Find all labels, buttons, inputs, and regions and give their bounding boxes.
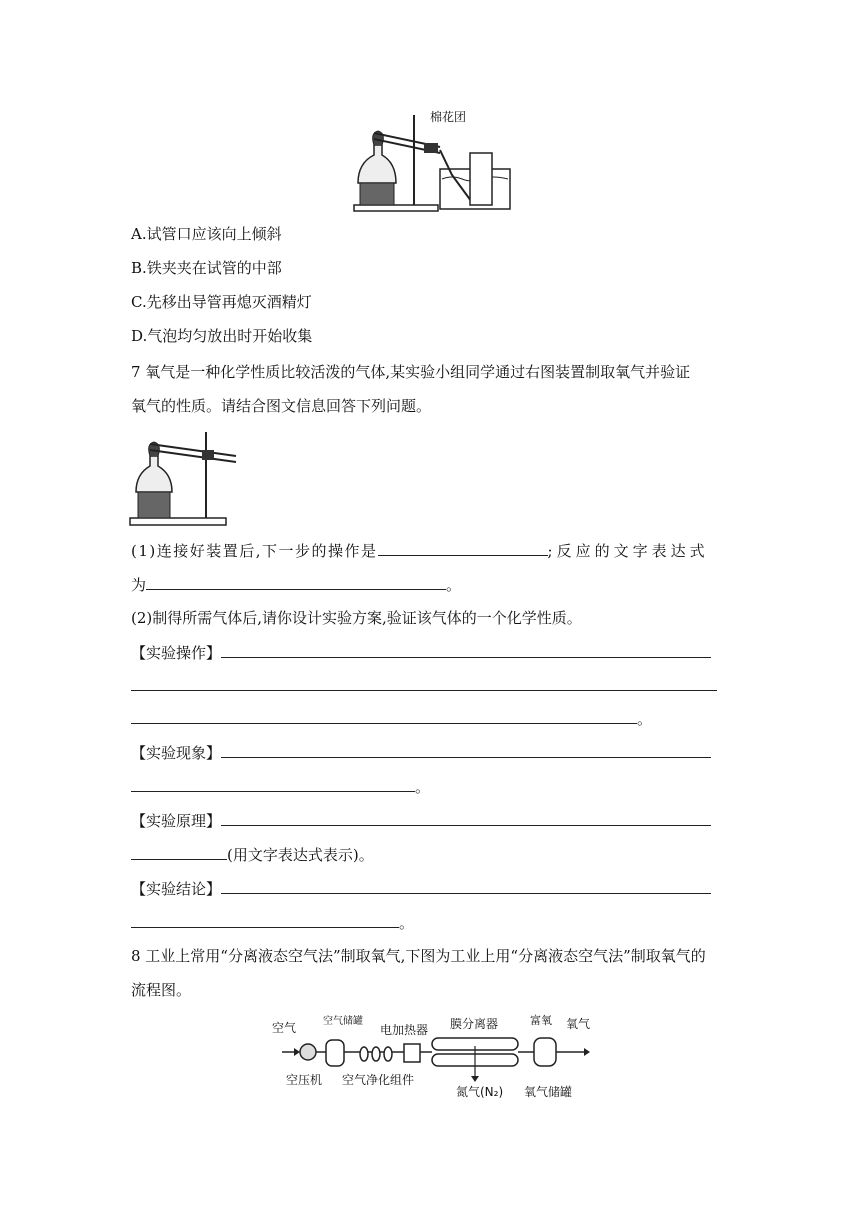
- q7-stem-line1: 7 氧气是一种化学性质比较活泼的气体,某实验小组同学通过右图装置制取氧气并验证: [131, 363, 691, 381]
- compressor-label: 空压机: [286, 1073, 323, 1087]
- q7-part2-text: (2)制得所需气体后,请你设计实验方案,验证该气体的一个化学性质。: [131, 609, 582, 627]
- experiment-operation-label: 【实验操作】: [131, 644, 222, 662]
- oxygen-apparatus-figure-1: [352, 105, 512, 213]
- experiment-conclusion-label: 【实验结论】: [131, 880, 222, 898]
- q7-part1-line: [131, 540, 709, 561]
- q7-part1-text: (1)连接好装置后,下一步的操作是: [131, 542, 378, 560]
- q7-part1-blank-1[interactable]: [378, 540, 548, 556]
- oxygen-tank-icon: [534, 1038, 556, 1066]
- experiment-phenomenon-blank-1[interactable]: [221, 742, 711, 758]
- compressor-icon: [300, 1044, 316, 1060]
- experiment-principle-line: [131, 810, 711, 831]
- heater-label: 电加热器: [380, 1023, 429, 1037]
- option-b: B.铁夹夹在试管的中部: [131, 259, 282, 277]
- experiment-conclusion-line: [131, 878, 711, 899]
- experiment-phenomenon-line: [131, 742, 711, 763]
- experiment-phenomenon-line2: [131, 776, 430, 797]
- option-c: C.先移出导管再熄灭酒精灯: [131, 293, 312, 311]
- experiment-conclusion-line2: [131, 912, 414, 933]
- experiment-phenomenon-blank-2[interactable]: [131, 776, 415, 792]
- experiment-principle-suffix: (用文字表达式表示)。: [227, 846, 374, 864]
- q7-part1-wei: 为: [131, 576, 147, 594]
- rich-oxygen-label: 富氧: [530, 1014, 552, 1027]
- experiment-operation-blank-1[interactable]: [221, 642, 711, 658]
- q8-stem-line2: 流程图。: [131, 981, 192, 999]
- experiment-conclusion-blank-1[interactable]: [221, 878, 711, 894]
- oxygen-apparatus-figure-2: [128, 428, 240, 528]
- experiment-operation-blank-2[interactable]: [131, 690, 717, 691]
- experiment-principle-label: 【实验原理】: [131, 812, 222, 830]
- experiment-operation-line: [131, 642, 711, 663]
- nitrogen-label: 氮气(N₂): [456, 1085, 504, 1099]
- q7-part1-blank-2[interactable]: [146, 574, 446, 590]
- heater-icon: [404, 1044, 420, 1062]
- membrane-label: 膜分离器: [450, 1017, 499, 1031]
- oxygen-out-label: 氧气: [566, 1017, 591, 1031]
- purifier-label: 空气净化组件: [342, 1073, 415, 1087]
- experiment-operation-blank-3[interactable]: [131, 708, 637, 724]
- air-tank-icon: [326, 1040, 344, 1066]
- experiment-principle-line2: [131, 844, 374, 865]
- air-in-label: 空气: [272, 1021, 297, 1035]
- experiment-phenomenon-label: 【实验现象】: [131, 744, 222, 762]
- experiment-principle-blank-1[interactable]: [221, 810, 711, 826]
- q7-stem-line2: 氧气的性质。请结合图文信息回答下列问题。: [131, 397, 432, 415]
- oxygen-tank-label: 氧气储罐: [524, 1085, 573, 1099]
- period: 。: [446, 576, 462, 594]
- experiment-operation-line3: [131, 708, 652, 729]
- experiment-principle-blank-2[interactable]: [131, 844, 227, 860]
- period: 。: [637, 710, 653, 728]
- q8-stem-line1: 8 工业上常用“分离液态空气法”制取氧气,下图为工业上用“分离液态空气法”制取氧气的: [131, 947, 706, 965]
- period: 。: [399, 914, 415, 932]
- cotton-ball-label: 棉花团: [430, 110, 467, 124]
- option-d: D.气泡均匀放出时开始收集: [131, 327, 313, 345]
- period: 。: [415, 778, 431, 796]
- air-separation-flow-diagram: [268, 1010, 598, 1100]
- q7-part1-line2: [131, 574, 461, 595]
- air-tank-label: 空气储罐: [323, 1016, 363, 1027]
- experiment-conclusion-blank-2[interactable]: [131, 912, 399, 928]
- option-a: A.试管口应该向上倾斜: [131, 225, 282, 243]
- q7-part1-mid: ;反应的文字表达式: [547, 542, 709, 560]
